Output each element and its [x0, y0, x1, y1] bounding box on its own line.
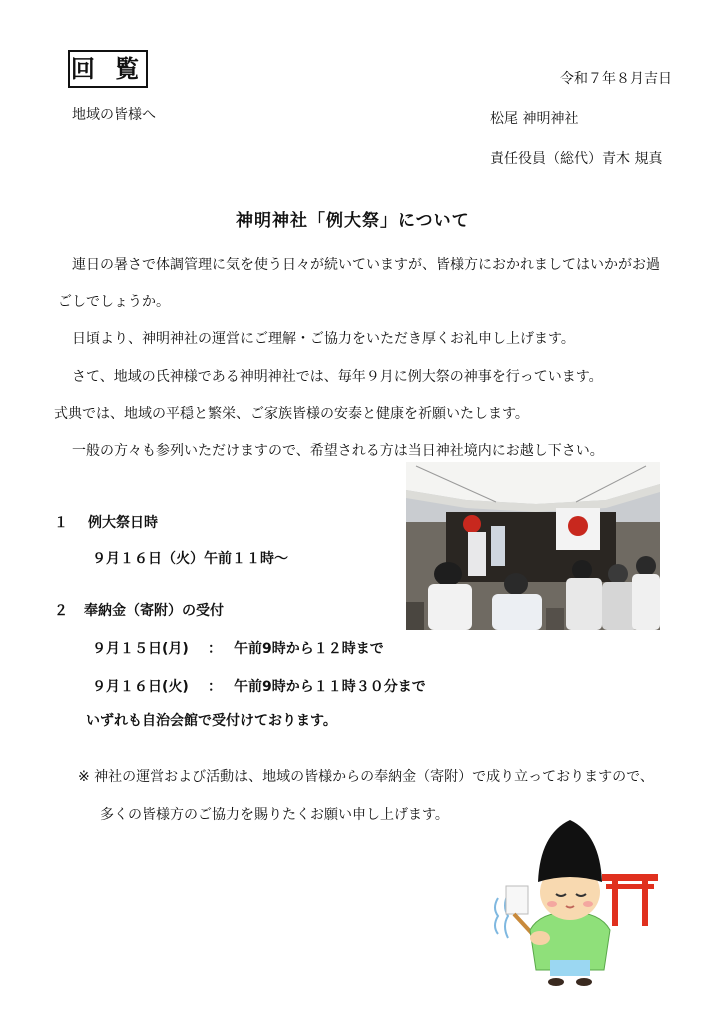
footnote-line-2: 多くの皆様方のご協力を賜りたくお願い申し上げます。	[100, 807, 449, 823]
paragraph-5: 一般の方々も参列いただけますので、希望される方は当日神社境内にお越し下さい。	[72, 443, 604, 459]
torii-icon	[602, 874, 658, 926]
reception-sep-2: ：	[208, 679, 222, 695]
festival-datetime: ９月１６日（火）午前１１時～	[92, 551, 288, 567]
reception-time-1: 午前9時から１２時まで	[234, 641, 384, 657]
recipient: 地域の皆様へ	[72, 107, 156, 123]
priest-illustration	[480, 820, 670, 990]
reception-sep-1: ：	[208, 641, 222, 657]
kairan-stamp: 回 覧	[68, 50, 148, 88]
section-2-number: ２	[54, 603, 68, 619]
shrine-name: 松尾 神明神社	[490, 111, 579, 127]
section-2-heading: 奉納金（寄附）の受付	[84, 603, 224, 619]
section-1-heading: 例大祭日時	[88, 515, 158, 531]
footnote-line-1: ※ 神社の運営および活動は、地域の皆様からの奉納金（寄附）で成り立っておりますので、	[78, 769, 654, 785]
reception-day-2: ９月１６日(火)	[92, 679, 189, 695]
officer-name: 責任役員（総代）青木 規真	[490, 151, 663, 167]
paragraph-3: さて、地域の氏神様である神明神社では、毎年９月に例大祭の神事を行っています。	[72, 369, 603, 385]
priest-with-torii-graphic	[480, 820, 670, 990]
section-1-number: １	[54, 515, 68, 531]
paragraph-1a: 連日の暑さで体調管理に気を使う日々が続いていますが、皆様方におかれましてはいかがお過	[72, 257, 660, 273]
reception-time-2: 午前9時から１１時３０分まで	[234, 679, 426, 695]
festival-photo-graphic	[406, 462, 660, 630]
issue-date: 令和７年８月吉日	[560, 71, 672, 87]
paragraph-4: 式典では、地域の平穏と繁栄、ご家族皆様の安泰と健康を祈願いたします。	[54, 406, 529, 422]
festival-photo	[406, 462, 660, 630]
paragraph-2: 日頃より、神明神社の運営にご理解・ご協力をいただき厚くお礼申し上げます。	[72, 331, 575, 347]
document-title: 神明神社「例大祭」について	[236, 211, 470, 231]
reception-day-1: ９月１５日(月)	[92, 641, 189, 657]
reception-location-note: いずれも自治会館で受付けております。	[86, 713, 337, 729]
paragraph-1b: ごしでしょうか。	[58, 294, 170, 310]
